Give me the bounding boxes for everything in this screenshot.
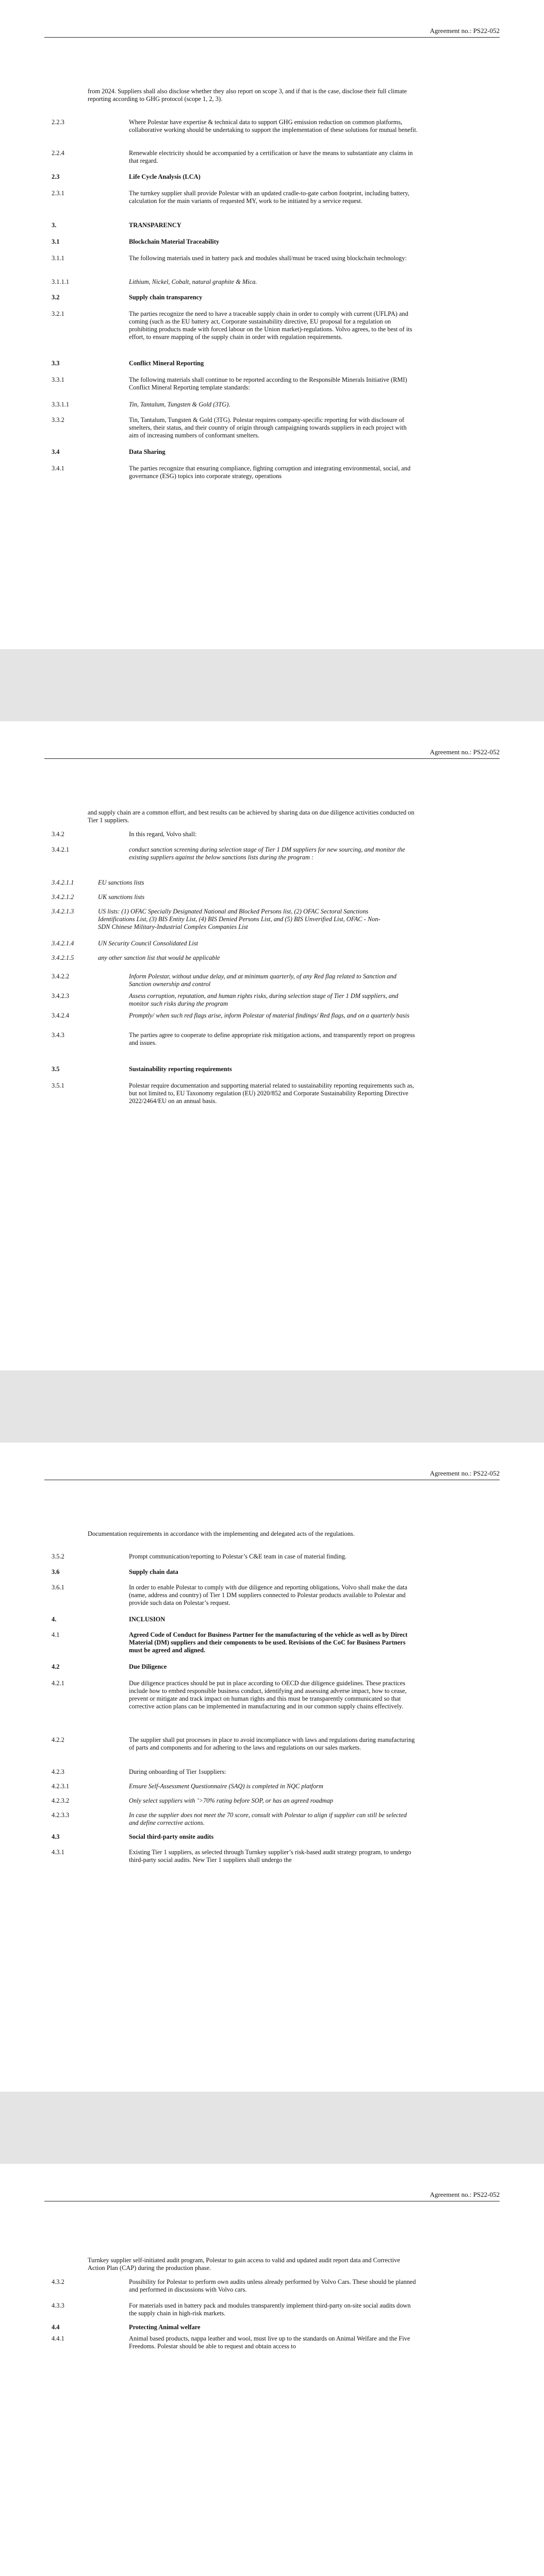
clause-number: 2.2.3 <box>52 118 64 126</box>
clause-text: UK sanctions lists <box>98 893 145 901</box>
clause-number: 4.2.2 <box>52 1736 64 1743</box>
clause-text: The parties agree to cooperate to define appropriate risk mitigation actions, and transparently report on progress and issues. <box>129 1031 415 1046</box>
clause-text: Promptly/ when such red flags arise, inform Polestar of material findings/ Red flags, and on a quarterly basis <box>129 1012 409 1019</box>
agreement-number: Agreement no.: PS22-052 <box>430 2191 500 2198</box>
clause-text: Inform Polestar, without undue delay, and at minimum quarterly, of any Red flag related to Sanction and Sanction ownership and control <box>129 973 397 988</box>
header-rule <box>44 37 500 38</box>
clause-number: 3.3.1 <box>52 376 64 383</box>
section-number: 4. <box>52 1616 57 1623</box>
clause-number: 3.4.2.4 <box>52 1012 70 1019</box>
clause-number: 4.1 <box>52 1631 60 1638</box>
clause-text: The turnkey supplier shall provide Polestar with an updated cradle-to-gate carbon footprint, including battery, calculation for the main variants of requested MY, work to be initiated by a service request. <box>129 190 409 205</box>
clause-number: 4.2.3 <box>52 1768 64 1775</box>
clause-text: In case the supplier does not meet the 70 score, consult with Polestar to align if supplier can still be selected and define corrective actions. <box>129 1811 407 1826</box>
clause-number: 3.4.2.1.4 <box>52 940 74 947</box>
section-number: 3. <box>52 222 57 229</box>
section-title: Social third-party onsite audits <box>129 1833 214 1840</box>
clause-number: 4.3.1 <box>52 1849 64 1856</box>
section-number: 3.6 <box>52 1568 60 1575</box>
section-title: Supply chain transparency <box>129 294 203 301</box>
clause-number: 3.3.2 <box>52 416 64 423</box>
clause-text: Tin, Tantalum, Tungsten & Gold (3TG). Polestar requires company-specific reporting for with disclosure of smelters, their status, and their country of origin through campaigning towards suppliers in each project with aim of increasing numbers of conformant smelters. <box>129 416 407 439</box>
section-number: 3.3 <box>52 360 60 367</box>
clause-number: 4.2.3.2 <box>52 1797 70 1804</box>
clause-text: Ensure Self-Assessment Questionnaire (SAQ) is completed in NQC platform <box>129 1783 323 1790</box>
clause-number: 3.4.2.1.5 <box>52 954 74 961</box>
document-page-3 <box>0 1443 544 2092</box>
section-title: Supply chain data <box>129 1568 178 1575</box>
clause-text: any other sanction list that would be applicable <box>98 954 220 961</box>
clause-number: 3.5.1 <box>52 1082 64 1089</box>
clause-number: 4.2.3.1 <box>52 1783 70 1790</box>
clause-text: conduct sanction screening during selection stage of Tier 1 DM suppliers for new sourcing, and monitor the existing suppliers against the below sanctions lists during the program : <box>129 846 405 861</box>
clause-number: 3.4.2.1.2 <box>52 893 74 901</box>
document-page-1 <box>0 0 544 649</box>
document-page-2 <box>0 721 544 1370</box>
clause-number: 3.1.1.1 <box>52 278 70 285</box>
clause-text: Possibility for Polestar to perform own audits unless already performed by Volvo Cars. These should be planned and performed in discussions with Volvo cars. <box>129 2278 416 2293</box>
section-title: Blockchain Material Traceability <box>129 238 220 245</box>
clause-text: Renewable electricity should be accompanied by a certification or have the means to substantiate any claims in that regard. <box>129 149 413 164</box>
clause-text: The parties recognize that ensuring compliance, fighting corruption and integrating environmental, social, and governance (ESG) topics into corporate strategy, operations <box>129 465 411 480</box>
clause-text: EU sanctions lists <box>98 879 144 886</box>
section-title: Sustainability reporting requirements <box>129 1065 232 1073</box>
clause-number: 2.3.1 <box>52 190 64 197</box>
clause-text: The supplier shall put processes in place to avoid incompliance with laws and regulations during manufacturing of parts and components and for adhering to the laws and regulations on our sales markets. <box>129 1736 415 1751</box>
clause-number: 3.1.1 <box>52 255 64 262</box>
clause-text: Agreed Code of Conduct for Business Partner for the manufacturing of the vehicle as well as by Direct Material (DM) suppliers and their components to be used. Revisions of the CoC for Business Partners must be agreed and aligned. <box>129 1631 408 1654</box>
continued-paragraph: Documentation requirements in accordance with the implementing and delegated acts of the regulations. <box>88 1530 355 1537</box>
clause-text: Due diligence practices should be put in place according to OECD due diligence guidelines. These practices include how to embed responsible business conduct, identifying and assessing adverse impact, how to cease, prevent or mitigate and track impact on human rights and this must be transparently communicated so that corrective action plans can be implemented in manufacturing and in our common supply chains effectively. <box>129 1680 407 1710</box>
agreement-number: Agreement no.: PS22-052 <box>430 1469 500 1477</box>
clause-number: 3.4.2.1.3 <box>52 908 74 915</box>
clause-text: Lithium, Nickel, Cobalt, natural graphite & Mica. <box>129 278 257 285</box>
agreement-number: Agreement no.: PS22-052 <box>430 27 500 35</box>
clause-text: Polestar require documentation and supporting material related to sustainability reporting requirements such as, but not limited to, EU Taxonomy regulation (EU) 2020/852 and Corporate Sustainability Reporting Directive 2022/2464/EU on an annual basis. <box>129 1082 414 1105</box>
clause-number: 3.4.2.2 <box>52 973 70 980</box>
clause-text: The following materials used in battery pack and modules shall/must be traced using blockchain technology: <box>129 255 407 262</box>
clause-text: US lists: (1) OFAC Specially Designated National and Blocked Persons list, (2) OFAC Sectoral Sanctions Identifications List, (3) BIS Entity List, (4) BIS Denied Persons List, and (5) BIS Unverified List, OFAC - Non-SDN Chinese Military-Industrial Complex Companies List <box>98 908 381 930</box>
section-title: Life Cycle Analysis (LCA) <box>129 173 201 180</box>
clause-number: 3.4.1 <box>52 465 64 472</box>
clause-number: 4.2.1 <box>52 1680 64 1687</box>
clause-number: 3.6.1 <box>52 1584 64 1591</box>
agreement-number: Agreement no.: PS22-052 <box>430 748 500 756</box>
section-number: 3.2 <box>52 294 60 301</box>
clause-number: 4.2.3.3 <box>52 1811 70 1819</box>
section-number: 2.3 <box>52 173 60 180</box>
clause-number: 3.3.1.1 <box>52 401 70 408</box>
clause-text: Only select suppliers with ’>70% rating before SOP, or has an agreed roadmap <box>129 1797 333 1804</box>
clause-number: 3.5.2 <box>52 1553 64 1560</box>
section-number: 4.3 <box>52 1833 60 1840</box>
clause-text: Animal based products, nappa leather and wool, must live up to the standards on Animal Welfare and the Five Freedoms. Polestar should be able to request and obtain access to <box>129 2335 410 2350</box>
clause-text: Prompt communication/reporting to Polestar’s C&E team in case of material finding. <box>129 1553 347 1560</box>
section-title: INCLUSION <box>129 1616 166 1623</box>
clause-text: UN Security Council Consolidated List <box>98 940 199 947</box>
clause-number: 3.2.1 <box>52 310 64 317</box>
section-number: 3.1 <box>52 238 60 245</box>
clause-text: In order to enable Polestar to comply with due diligence and reporting obligations, Volvo shall make the data (name, address and country) of Tier 1 DM suppliers connected to Polestar products available to Polestar and provide such data on Polestar’s request. <box>129 1584 407 1606</box>
continued-paragraph: and supply chain are a common effort, and best results can be achieved by sharing data on due diligence activities conducted on Tier 1 suppliers. <box>88 809 415 824</box>
clause-text: The following materials shall continue to be reported according to the Responsible Minerals Initiative (RMI) Conflict Mineral Reporting template standards: <box>129 376 407 391</box>
clause-number: 3.4.3 <box>52 1031 64 1039</box>
clause-text: Existing Tier 1 suppliers, as selected through Turnkey supplier’s risk-based audit strategy program, to undergo third-party social audits. New Tier 1 suppliers shall undergo the <box>129 1849 411 1863</box>
clause-text: Assess corruption, reputation, and human rights risks, during selection stage of Tier 1 DM suppliers, and monitor such risks during the program <box>129 992 399 1007</box>
clause-text: In this regard, Volvo shall: <box>129 831 197 838</box>
section-number: 4.4 <box>52 2324 60 2331</box>
document-page-4 <box>0 2164 544 2576</box>
section-number: 3.5 <box>52 1065 60 1073</box>
continued-paragraph: from 2024. Suppliers shall also disclose whether they also report on scope 3, and if that is the case, disclose their full climate reporting according to GHG protocol (scope 1, 2, 3). <box>88 88 407 103</box>
section-title: Conflict Mineral Reporting <box>129 360 204 367</box>
clause-number: 3.4.2.1 <box>52 846 70 853</box>
clause-number: 4.3.2 <box>52 2278 64 2285</box>
clause-number: 4.3.3 <box>52 2302 64 2309</box>
clause-number: 4.4.1 <box>52 2335 64 2342</box>
clause-text: Where Polestar have expertise & technical data to support GHG emission reduction on common platforms, collaborative working should be undertaking to support the implementation of these solutions for mutual benefit. <box>129 118 418 133</box>
section-title: TRANSPARENCY <box>129 222 182 229</box>
clause-number: 3.4.2.3 <box>52 992 70 999</box>
section-title: Data Sharing <box>129 448 166 455</box>
section-number: 4.2 <box>52 1663 60 1670</box>
section-number: 3.4 <box>52 448 60 455</box>
header-rule <box>44 758 500 759</box>
clause-number: 3.4.2.1.1 <box>52 879 74 886</box>
section-title: Protecting Animal welfare <box>129 2324 201 2331</box>
section-title: Due Diligence <box>129 1663 167 1670</box>
clause-text: During onboarding of Tier 1suppliers: <box>129 1768 226 1775</box>
clause-text: Tin, Tantalum, Tungsten & Gold (3TG). <box>129 401 230 408</box>
continued-paragraph: Turnkey supplier self-initiated audit program, Polestar to gain access to valid and updated audit report data and Corrective Action Plan (CAP) during the production phase. <box>88 2257 400 2272</box>
clause-number: 2.2.4 <box>52 149 64 157</box>
clause-number: 3.4.2 <box>52 831 64 838</box>
clause-text: For materials used in battery pack and modules transparently implement third-party on-site social audits down the supply chain in high-risk markets. <box>129 2302 411 2317</box>
clause-text: The parties recognize the need to have a traceable supply chain in order to comply with current (UFLPA) and coming (such as the EU battery act, Corporate sustainability directive, EU proposal for a regulation on prohibiting products made with forced labour on the Union market)-regulations. Volvo agrees, to the best of its effort, to ensure mapping of the supply chain in order with regulation requirements. <box>129 310 413 341</box>
